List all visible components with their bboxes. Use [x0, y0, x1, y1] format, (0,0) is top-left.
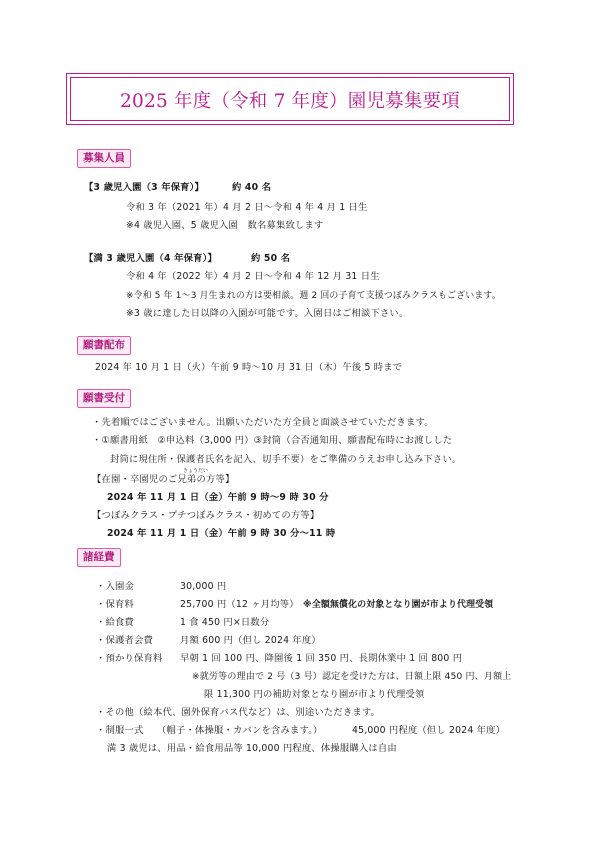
- fee-item-value: 月額 600 円（但し 2024 年度）: [180, 635, 321, 646]
- section-label-distribution: 願書配布: [77, 336, 131, 355]
- section-label-recruit: 募集人員: [77, 149, 131, 168]
- group2-time: 2024 年 11 月 1 日（金）午前 9 時 30 分～11 時: [107, 528, 336, 539]
- full3-birth: 令和 4 年（2022 年）4 月 2 日～令和 4 年 12 月 31 日生: [126, 271, 380, 282]
- uniform-price: 45,000 円程度（但し 2024 年度）: [352, 725, 506, 736]
- uniform-name: ・制服一式: [96, 725, 144, 736]
- group1-time: 2024 年 11 月 1 日（金）午前 9 時～9 時 30 分: [107, 492, 329, 503]
- reception-bullet-2a: ・①願書用紙 ②申込料（3,000 円）③封筒（合否通知用、願書配布時にお渡しした: [92, 435, 453, 446]
- full3-heading: 【満 3 歳児入園（4 年保育）】: [84, 253, 217, 264]
- fee-item-name: ・保護者会費: [96, 635, 153, 646]
- full3-note1: ※令和 5 年 1～3 月生まれの方は要相談。週 2 回の子育て支援つぼみクラスもございます。: [126, 291, 501, 301]
- age3-heading: 【3 歳児入園（3 年保育）】: [84, 182, 205, 193]
- fee-item-name: ・入園金: [96, 581, 134, 592]
- age3-note: ※4 歳児入園、5 歳児入園 数名募集致します: [126, 220, 324, 231]
- fee-other: ・その他（絵本代、園外保育バス代など）は、別途いただきます。: [96, 707, 381, 718]
- care-note-1: ※就労等の理由で 2 号（3 号）認定を受けた方は、日額上限 450 円、月額上: [192, 672, 512, 682]
- uniform-description: （帽子・体操服・カバンを含みます。）: [157, 725, 323, 736]
- section-label-reception: 願書受付: [77, 389, 131, 408]
- siblings-ruby: きょうだい: [183, 468, 209, 474]
- fee-item-name: ・保育料: [96, 599, 134, 610]
- fee-item-emphasis: ※全額無償化の対象となり園が市より代理受領: [303, 600, 494, 610]
- group1-heading: 【在園・卒園児のご兄弟の方等】: [92, 474, 235, 485]
- fee-item-name: ・預かり保育料: [96, 653, 163, 664]
- fee-item-value: 25,700 円（12 ヶ月均等）: [180, 599, 299, 610]
- care-note-2: 限 11,300 円の補助対象となり園が市より代理受領: [204, 689, 425, 700]
- fee-item-value: 1 食 450 円×日数分: [180, 617, 270, 628]
- fee-item-value: 30,000 円: [180, 581, 227, 592]
- age3-birth: 令和 3 年（2021 年）4 月 2 日～令和 4 年 4 月 1 日生: [126, 202, 368, 213]
- age3-count: 約 40 名: [232, 182, 272, 193]
- uniform-note: 満 3 歳児は、用品・給食用品等 10,000 円程度、体操服購入は自由: [107, 743, 397, 754]
- title-frame: [66, 73, 514, 125]
- page-title: 2025 年度（令和 7 年度）園児募集要項: [120, 91, 460, 112]
- reception-bullet-2b: 封筒に現住所・保護者氏名を記入、切手不要）をご準備のうえお申し込み下さい。: [110, 454, 462, 465]
- fee-item-value: 早朝 1 回 100 円、降園後 1 回 350 円、長期休業中 1 回 800 円: [180, 653, 463, 664]
- fee-item-name: ・給食費: [96, 617, 134, 628]
- reception-bullet-1: ・先着順ではございません。出願いただいた方全員と面談させていただきます。: [92, 417, 434, 428]
- section-label-fees: 諸経費: [77, 548, 121, 567]
- full3-note2: ※3 歳に達した日以降の入園が可能です。入園日はご相談下さい。: [126, 308, 409, 319]
- distribution-period: 2024 年 10 月 1 日（火）午前 9 時～10 月 31 日（木）午後 5 時まで: [95, 362, 403, 373]
- full3-count: 約 50 名: [251, 253, 291, 264]
- group2-heading: 【つぼみクラス・プチつぼみクラス・初めての方等】: [92, 510, 320, 521]
